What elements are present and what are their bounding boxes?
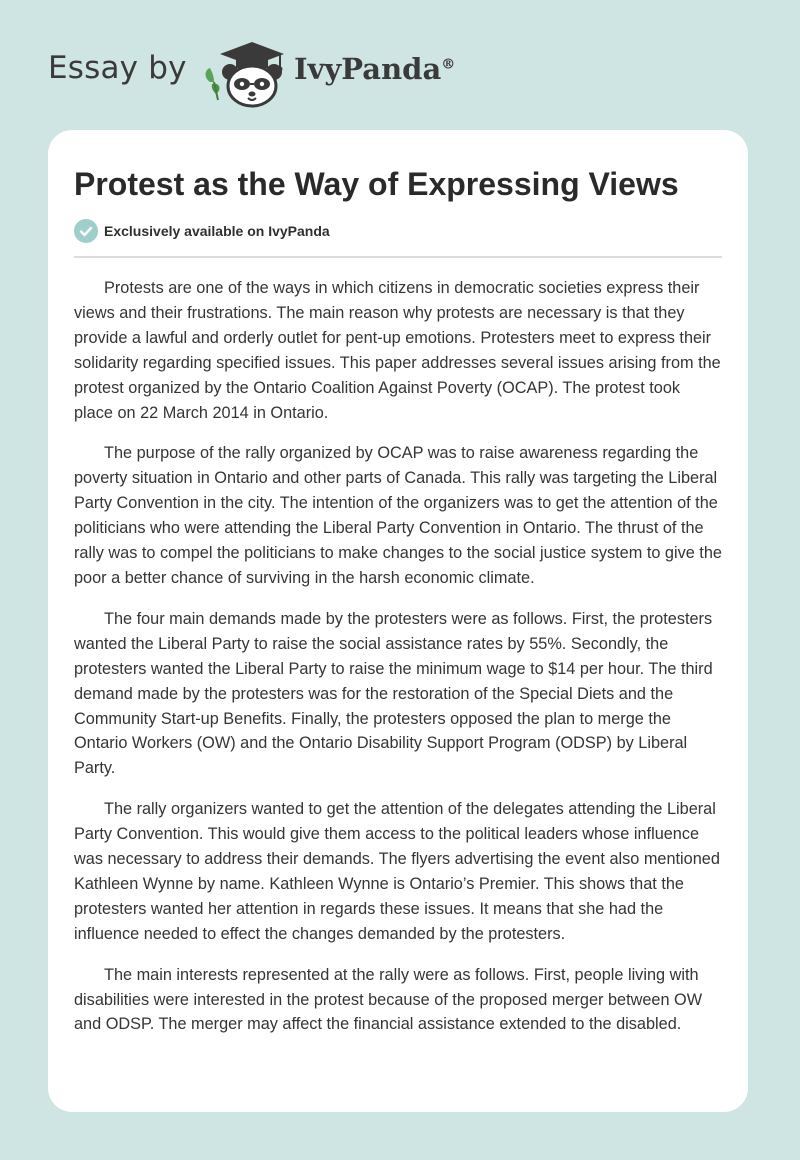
essay-body — [74, 276, 722, 1037]
page-title: Protest as the Way of Expressing Views — [74, 166, 679, 202]
paragraph: The purpose of the rally organized by OCAP was to raise awareness regarding the poverty situation in Ontario and other parts of Canada. This rally was targeting the Liberal Party Convention in the city. The intention of the organizers was to get the attention of the politicians who were attending the Liberal Party Convention in Ontario. The thrust of the rally was to compel the politicians to make changes to the social justice system to give the poor a better chance of surviving in the harsh economic climate. — [74, 444, 722, 587]
essay-card — [48, 130, 748, 1112]
panda-logo-icon[interactable] — [200, 38, 290, 110]
check-circle-icon — [74, 219, 98, 243]
paragraph: The four main demands made by the protesters were as follows. First, the protesters wanted the Liberal Party to raise the social assistance rates by 55%. Secondly, the protesters wanted the Liberal Party to raise the minimum wage to $14 per hour. The third demand made by the protesters was for the restoration of the Special Diets and the Community Start-up Benefits. Finally, the protesters opposed the plan to merge the Ontario Workers (OW) and the Ontario Disability Support Program (ODSP) by Liberal Party. — [74, 609, 713, 778]
paragraph: Protests are one of the ways in which citizens in democratic societies express their views and their frustrations. The main reason why protests are necessary is that they provide a lawful and orderly outlet for pent-up emotions. Protesters meet to express their solidarity regarding specified issues. This paper addresses several issues arising from the protest organized by the Ontario Coalition Against Poverty (OCAP). The protest took place on 22 March 2014 in Ontario. — [74, 279, 721, 422]
paragraph: The main interests represented at the rally were as follows. First, people living with disabilities were interested in the protest because of the proposed merger between OW and ODSP. The merger may affect the financial assistance extended to the disabled. — [74, 965, 703, 1034]
paragraph: The rally organizers wanted to get the attention of the delegates attending the Liberal Party Convention. This would give them access to the political leaders whose influence was necessary to address their demands. The flyers advertising the event also mentioned Kathleen Wynne by name. Kathleen Wynne is Ontario’s Premier. This shows that the protesters wanted her attention in regards these issues. It means that she had the influence needed to effect the changes demanded by the protesters. — [74, 800, 720, 943]
ivy-leaf-icon — [206, 68, 220, 100]
essay-by-label: Essay by — [48, 50, 187, 86]
exclusive-badge — [74, 218, 722, 244]
brand-name[interactable]: IvyPanda® — [294, 52, 456, 86]
divider — [74, 256, 722, 258]
exclusive-label: Exclusively available on IvyPanda — [104, 223, 330, 239]
site-header — [48, 34, 648, 114]
